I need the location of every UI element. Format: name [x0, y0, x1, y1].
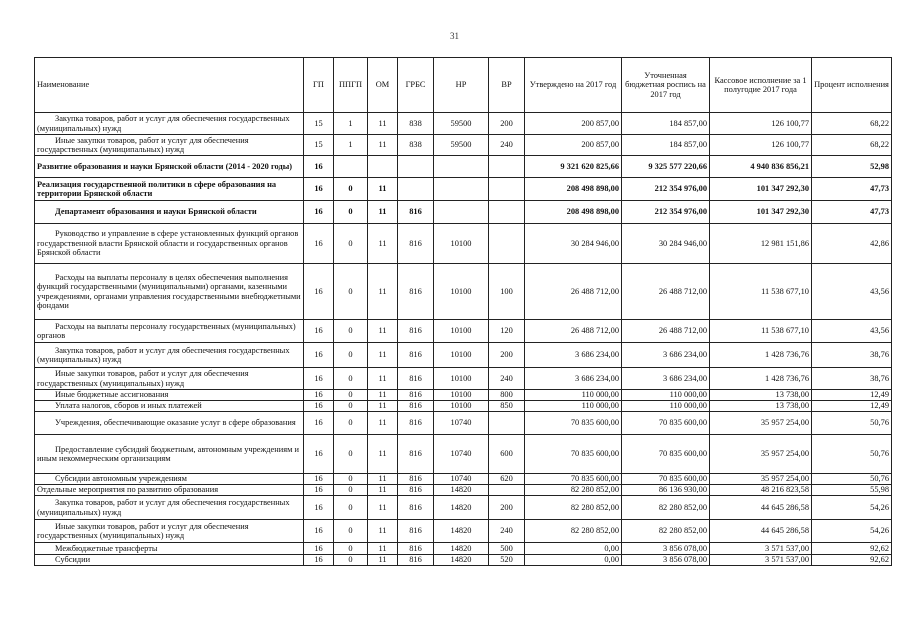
row-name-text: Департамент образования и науки Брянской области — [55, 207, 257, 217]
vr-cell: 120 — [489, 320, 525, 343]
table-row — [35, 368, 892, 390]
row-name — [35, 412, 304, 435]
row-name-text: Учреждения, обеспечивающие оказание услуг в сфере образования — [55, 418, 296, 428]
table-row — [35, 412, 892, 435]
percent-execution: 47,73 — [812, 178, 892, 201]
row-name — [35, 113, 304, 135]
approved-amount: 70 835 600,00 — [525, 412, 622, 435]
approved-amount: 26 488 712,00 — [525, 320, 622, 343]
om-cell: 11 — [368, 224, 398, 264]
gp-cell: 16 — [304, 496, 334, 520]
nr-cell: 10100 — [434, 343, 489, 368]
cash-execution: 101 347 292,30 — [710, 178, 812, 201]
vr-cell: 200 — [489, 343, 525, 368]
om-cell: 11 — [368, 135, 398, 156]
table-body — [35, 113, 892, 566]
row-name — [35, 555, 304, 566]
grbs-cell: 816 — [398, 390, 434, 401]
approved-amount: 0,00 — [525, 543, 622, 555]
header-vr: ВР — [489, 58, 525, 113]
vr-cell: 200 — [489, 113, 525, 135]
refined-amount: 30 284 946,00 — [622, 224, 710, 264]
ppgp-cell: 0 — [334, 485, 368, 496]
row-name — [35, 543, 304, 555]
grbs-cell: 838 — [398, 113, 434, 135]
percent-execution: 50,76 — [812, 412, 892, 435]
grbs-cell: 816 — [398, 543, 434, 555]
om-cell: 11 — [368, 401, 398, 412]
row-name-text: Уплата налогов, сборов и иных платежей — [55, 401, 202, 411]
ppgp-cell: 0 — [334, 343, 368, 368]
grbs-cell — [398, 156, 434, 178]
percent-execution: 68,22 — [812, 113, 892, 135]
row-name-text: Иные закупки товаров, работ и услуг для обеспечения государственных (муниципальных) нужд — [37, 521, 249, 540]
nr-cell: 10100 — [434, 264, 489, 320]
table-header-row — [35, 58, 892, 113]
grbs-cell: 838 — [398, 135, 434, 156]
row-name-text: Субсидии автономным учреждениям — [55, 474, 187, 484]
refined-amount: 86 136 930,00 — [622, 485, 710, 496]
percent-execution: 43,56 — [812, 320, 892, 343]
cash-execution: 126 100,77 — [710, 113, 812, 135]
grbs-cell: 816 — [398, 474, 434, 485]
header-nr: НР — [434, 58, 489, 113]
percent-execution: 47,73 — [812, 201, 892, 224]
cash-execution: 11 538 677,10 — [710, 264, 812, 320]
nr-cell: 10100 — [434, 368, 489, 390]
gp-cell: 16 — [304, 264, 334, 320]
table-row — [35, 135, 892, 156]
refined-amount: 3 856 078,00 — [622, 555, 710, 566]
table-row — [35, 474, 892, 485]
vr-cell: 240 — [489, 135, 525, 156]
refined-amount: 212 354 976,00 — [622, 201, 710, 224]
table-row — [35, 485, 892, 496]
row-name — [35, 264, 304, 320]
row-name-text: Расходы на выплаты персоналу государственных (муниципальных) органов — [37, 321, 296, 340]
nr-cell: 10100 — [434, 401, 489, 412]
cash-execution: 48 216 823,58 — [710, 485, 812, 496]
table-row — [35, 543, 892, 555]
vr-cell: 100 — [489, 264, 525, 320]
gp-cell: 16 — [304, 201, 334, 224]
table-row — [35, 178, 892, 201]
nr-cell: 10100 — [434, 320, 489, 343]
nr-cell: 14820 — [434, 496, 489, 520]
grbs-cell: 816 — [398, 485, 434, 496]
refined-amount: 70 835 600,00 — [622, 474, 710, 485]
vr-cell — [489, 485, 525, 496]
vr-cell: 200 — [489, 496, 525, 520]
gp-cell: 16 — [304, 343, 334, 368]
budget-execution-table — [34, 57, 892, 566]
nr-cell — [434, 178, 489, 201]
om-cell: 11 — [368, 474, 398, 485]
vr-cell: 240 — [489, 368, 525, 390]
percent-execution: 92,62 — [812, 555, 892, 566]
nr-cell: 10740 — [434, 435, 489, 474]
table-row — [35, 520, 892, 543]
table-row — [35, 555, 892, 566]
approved-amount: 200 857,00 — [525, 113, 622, 135]
grbs-cell: 816 — [398, 264, 434, 320]
approved-amount: 26 488 712,00 — [525, 264, 622, 320]
vr-cell — [489, 224, 525, 264]
grbs-cell: 816 — [398, 520, 434, 543]
gp-cell: 16 — [304, 224, 334, 264]
table-row — [35, 113, 892, 135]
cash-execution: 35 957 254,00 — [710, 474, 812, 485]
percent-execution: 52,98 — [812, 156, 892, 178]
grbs-cell: 816 — [398, 368, 434, 390]
row-name — [35, 320, 304, 343]
cash-execution: 11 538 677,10 — [710, 320, 812, 343]
gp-cell: 16 — [304, 390, 334, 401]
approved-amount: 3 686 234,00 — [525, 368, 622, 390]
row-name-text: Межбюджетные трансферты — [55, 543, 158, 553]
gp-cell: 16 — [304, 156, 334, 178]
cash-execution: 101 347 292,30 — [710, 201, 812, 224]
grbs-cell: 816 — [398, 224, 434, 264]
header-approved: Утверждено на 2017 год — [525, 58, 622, 113]
row-name-text: Субсидии — [55, 555, 91, 565]
approved-amount: 82 280 852,00 — [525, 496, 622, 520]
ppgp-cell: 0 — [334, 543, 368, 555]
row-name-text: Отдельные мероприятия по развитию образования — [37, 485, 219, 495]
grbs-cell: 816 — [398, 435, 434, 474]
nr-cell: 10740 — [434, 412, 489, 435]
row-name — [35, 401, 304, 412]
percent-execution: 42,86 — [812, 224, 892, 264]
om-cell: 11 — [368, 496, 398, 520]
cash-execution: 1 428 736,76 — [710, 368, 812, 390]
approved-amount: 208 498 898,00 — [525, 178, 622, 201]
refined-amount: 3 856 078,00 — [622, 543, 710, 555]
refined-amount: 26 488 712,00 — [622, 264, 710, 320]
vr-cell: 500 — [489, 543, 525, 555]
vr-cell — [489, 412, 525, 435]
ppgp-cell: 0 — [334, 390, 368, 401]
row-name-text: Иные закупки товаров, работ и услуг для обеспечения государственных (муниципальных) нужд — [37, 369, 249, 388]
row-name-text: Закупка товаров, работ и услуг для обеспечения государственных (муниципальных) нужд — [37, 498, 290, 517]
vr-cell — [489, 178, 525, 201]
header-name: Наименование — [35, 58, 304, 113]
om-cell: 11 — [368, 520, 398, 543]
ppgp-cell: 0 — [334, 264, 368, 320]
header-grbs: ГРБС — [398, 58, 434, 113]
approved-amount: 9 321 620 825,66 — [525, 156, 622, 178]
grbs-cell: 816 — [398, 496, 434, 520]
cash-execution: 4 940 836 856,21 — [710, 156, 812, 178]
percent-execution: 68,22 — [812, 135, 892, 156]
table-row — [35, 343, 892, 368]
gp-cell: 16 — [304, 178, 334, 201]
row-name — [35, 435, 304, 474]
ppgp-cell: 1 — [334, 135, 368, 156]
row-name — [35, 135, 304, 156]
nr-cell: 14820 — [434, 520, 489, 543]
row-name — [35, 343, 304, 368]
grbs-cell: 816 — [398, 320, 434, 343]
percent-execution: 55,98 — [812, 485, 892, 496]
cash-execution: 35 957 254,00 — [710, 435, 812, 474]
ppgp-cell: 0 — [334, 412, 368, 435]
approved-amount: 0,00 — [525, 555, 622, 566]
approved-amount: 200 857,00 — [525, 135, 622, 156]
nr-cell — [434, 201, 489, 224]
row-name — [35, 474, 304, 485]
table-row — [35, 264, 892, 320]
refined-amount: 70 835 600,00 — [622, 435, 710, 474]
om-cell: 11 — [368, 555, 398, 566]
grbs-cell: 816 — [398, 555, 434, 566]
table-row — [35, 156, 892, 178]
vr-cell: 600 — [489, 435, 525, 474]
refined-amount: 212 354 976,00 — [622, 178, 710, 201]
om-cell: 11 — [368, 201, 398, 224]
grbs-cell: 816 — [398, 201, 434, 224]
ppgp-cell: 0 — [334, 496, 368, 520]
header-cash: Кассовое исполнение за 1 полугодие 2017 года — [710, 58, 812, 113]
row-name — [35, 390, 304, 401]
gp-cell: 16 — [304, 320, 334, 343]
gp-cell: 16 — [304, 485, 334, 496]
gp-cell: 16 — [304, 412, 334, 435]
cash-execution: 12 981 151,86 — [710, 224, 812, 264]
cash-execution: 3 571 537,00 — [710, 543, 812, 555]
om-cell: 11 — [368, 368, 398, 390]
nr-cell: 59500 — [434, 113, 489, 135]
table-row — [35, 320, 892, 343]
approved-amount: 70 835 600,00 — [525, 435, 622, 474]
percent-execution: 12,49 — [812, 390, 892, 401]
ppgp-cell — [334, 156, 368, 178]
om-cell: 11 — [368, 543, 398, 555]
om-cell: 11 — [368, 113, 398, 135]
cash-execution: 1 428 736,76 — [710, 343, 812, 368]
ppgp-cell: 0 — [334, 178, 368, 201]
om-cell: 11 — [368, 390, 398, 401]
om-cell: 11 — [368, 412, 398, 435]
ppgp-cell: 0 — [334, 435, 368, 474]
om-cell: 11 — [368, 320, 398, 343]
percent-execution: 43,56 — [812, 264, 892, 320]
approved-amount: 208 498 898,00 — [525, 201, 622, 224]
refined-amount: 70 835 600,00 — [622, 412, 710, 435]
row-name — [35, 520, 304, 543]
om-cell: 11 — [368, 343, 398, 368]
row-name — [35, 224, 304, 264]
table-row — [35, 496, 892, 520]
om-cell: 11 — [368, 435, 398, 474]
vr-cell: 520 — [489, 555, 525, 566]
nr-cell: 59500 — [434, 135, 489, 156]
gp-cell: 16 — [304, 474, 334, 485]
grbs-cell: 816 — [398, 401, 434, 412]
refined-amount: 184 857,00 — [622, 135, 710, 156]
page-number: 31 — [450, 31, 459, 41]
percent-execution: 50,76 — [812, 435, 892, 474]
vr-cell: 240 — [489, 520, 525, 543]
ppgp-cell: 0 — [334, 555, 368, 566]
refined-amount: 82 280 852,00 — [622, 496, 710, 520]
nr-cell: 14820 — [434, 543, 489, 555]
vr-cell: 800 — [489, 390, 525, 401]
nr-cell — [434, 156, 489, 178]
approved-amount: 82 280 852,00 — [525, 520, 622, 543]
ppgp-cell: 0 — [334, 474, 368, 485]
cash-execution: 13 738,00 — [710, 390, 812, 401]
om-cell — [368, 156, 398, 178]
refined-amount: 3 686 234,00 — [622, 343, 710, 368]
gp-cell: 16 — [304, 435, 334, 474]
ppgp-cell: 0 — [334, 224, 368, 264]
gp-cell: 16 — [304, 555, 334, 566]
refined-amount: 3 686 234,00 — [622, 368, 710, 390]
nr-cell: 10100 — [434, 224, 489, 264]
nr-cell: 10100 — [434, 390, 489, 401]
table-row — [35, 201, 892, 224]
row-name-text: Руководство и управление в сфере установленных функций органов государственной власти Брянской области и государственных органов Брянской области — [37, 229, 299, 258]
nr-cell: 14820 — [434, 485, 489, 496]
gp-cell: 16 — [304, 368, 334, 390]
row-name-text: Реализация государственной политики в сфере образования на территории Брянской области — [37, 179, 277, 198]
table-row — [35, 401, 892, 412]
row-name-text: Иные бюджетные ассигнования — [55, 390, 169, 400]
approved-amount: 110 000,00 — [525, 401, 622, 412]
approved-amount: 30 284 946,00 — [525, 224, 622, 264]
row-name-text: Предоставление субсидий бюджетным, автономным учреждениям и иным некоммерческим организациям — [37, 444, 299, 463]
percent-execution: 54,26 — [812, 520, 892, 543]
gp-cell: 16 — [304, 401, 334, 412]
vr-cell — [489, 201, 525, 224]
row-name — [35, 156, 304, 178]
om-cell: 11 — [368, 485, 398, 496]
vr-cell: 850 — [489, 401, 525, 412]
header-ppgp: ППГП — [334, 58, 368, 113]
row-name-text: Иные закупки товаров, работ и услуг для обеспечения государственных (муниципальных) нужд — [37, 135, 249, 154]
table-row — [35, 435, 892, 474]
gp-cell: 15 — [304, 113, 334, 135]
refined-amount: 110 000,00 — [622, 401, 710, 412]
cash-execution: 44 645 286,58 — [710, 496, 812, 520]
header-refined: Уточненная бюджетная роспись на 2017 год — [622, 58, 710, 113]
approved-amount: 82 280 852,00 — [525, 485, 622, 496]
row-name — [35, 201, 304, 224]
cash-execution: 3 571 537,00 — [710, 555, 812, 566]
cash-execution: 44 645 286,58 — [710, 520, 812, 543]
row-name-text: Расходы на выплаты персоналу в целях обеспечения выполнения функций государственными (муниципальными) органами, казенными учреждениями, органами управления государственными внебюджетными фондами — [37, 272, 301, 310]
header-om: ОМ — [368, 58, 398, 113]
approved-amount: 110 000,00 — [525, 390, 622, 401]
ppgp-cell: 0 — [334, 201, 368, 224]
table-row — [35, 224, 892, 264]
row-name — [35, 485, 304, 496]
refined-amount: 82 280 852,00 — [622, 520, 710, 543]
percent-execution: 38,76 — [812, 368, 892, 390]
header-percent: Процент исполнения — [812, 58, 892, 113]
vr-cell: 620 — [489, 474, 525, 485]
ppgp-cell: 0 — [334, 320, 368, 343]
percent-execution: 92,62 — [812, 543, 892, 555]
gp-cell: 15 — [304, 135, 334, 156]
grbs-cell: 816 — [398, 343, 434, 368]
cash-execution: 13 738,00 — [710, 401, 812, 412]
grbs-cell: 816 — [398, 412, 434, 435]
grbs-cell — [398, 178, 434, 201]
row-name-text: Развитие образования и науки Брянской области (2014 - 2020 годы) — [37, 161, 293, 171]
ppgp-cell: 0 — [334, 401, 368, 412]
gp-cell: 16 — [304, 543, 334, 555]
ppgp-cell: 0 — [334, 368, 368, 390]
cash-execution: 35 957 254,00 — [710, 412, 812, 435]
row-name-text: Закупка товаров, работ и услуг для обеспечения государственных (муниципальных) нужд — [37, 345, 290, 364]
ppgp-cell: 0 — [334, 520, 368, 543]
row-name-text: Закупка товаров, работ и услуг для обеспечения государственных (муниципальных) нужд — [37, 114, 290, 133]
nr-cell: 10740 — [434, 474, 489, 485]
refined-amount: 9 325 577 220,66 — [622, 156, 710, 178]
percent-execution: 50,76 — [812, 474, 892, 485]
row-name — [35, 496, 304, 520]
ppgp-cell: 1 — [334, 113, 368, 135]
refined-amount: 26 488 712,00 — [622, 320, 710, 343]
om-cell: 11 — [368, 264, 398, 320]
nr-cell: 14820 — [434, 555, 489, 566]
percent-execution: 12,49 — [812, 401, 892, 412]
percent-execution: 54,26 — [812, 496, 892, 520]
om-cell: 11 — [368, 178, 398, 201]
gp-cell: 16 — [304, 520, 334, 543]
header-gp: ГП — [304, 58, 334, 113]
approved-amount: 3 686 234,00 — [525, 343, 622, 368]
row-name — [35, 368, 304, 390]
vr-cell — [489, 156, 525, 178]
percent-execution: 38,76 — [812, 343, 892, 368]
table-row — [35, 390, 892, 401]
row-name — [35, 178, 304, 201]
refined-amount: 110 000,00 — [622, 390, 710, 401]
refined-amount: 184 857,00 — [622, 113, 710, 135]
cash-execution: 126 100,77 — [710, 135, 812, 156]
approved-amount: 70 835 600,00 — [525, 474, 622, 485]
